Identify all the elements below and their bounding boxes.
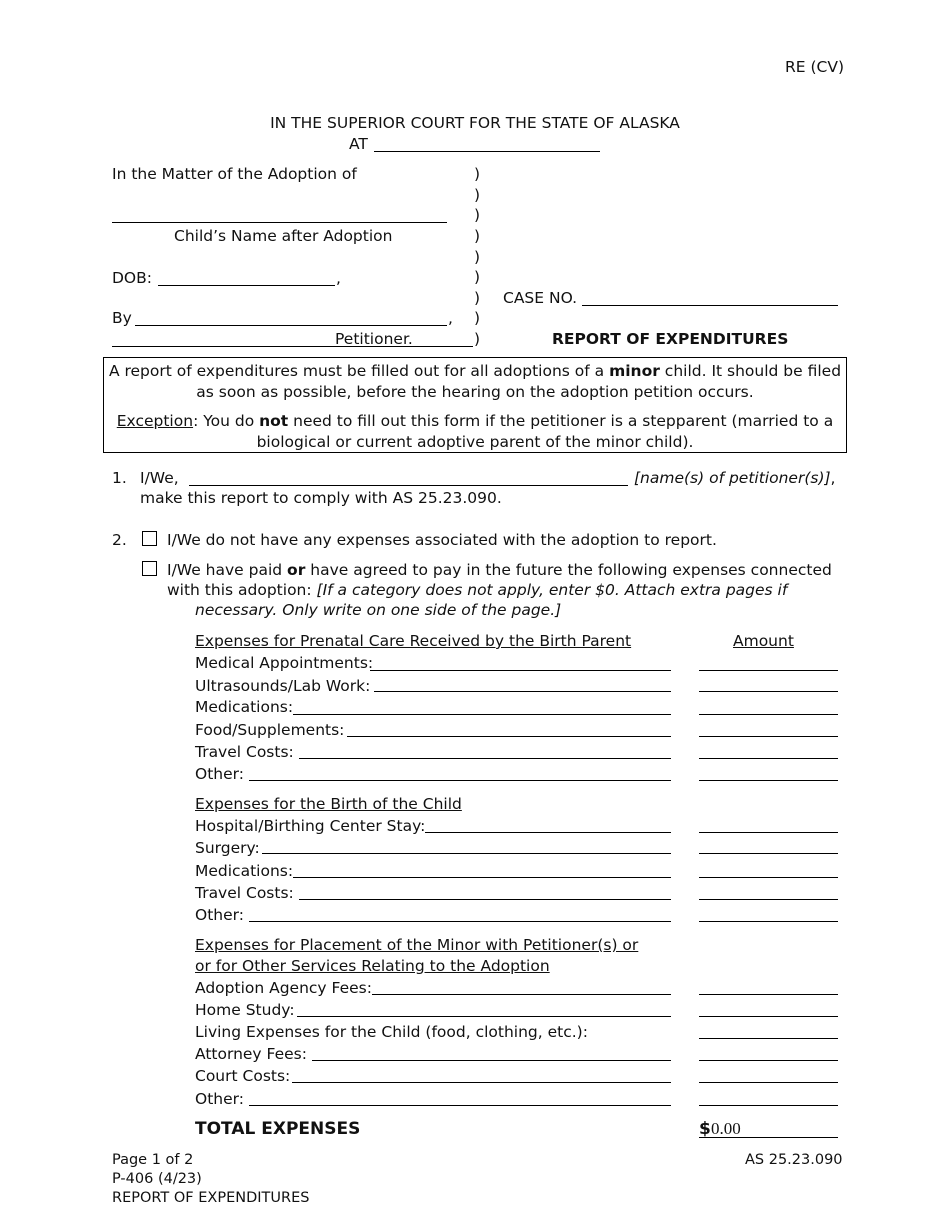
section-heading: Expenses for the Birth of the Child: [195, 795, 462, 813]
expense-amount-field[interactable]: [699, 691, 838, 692]
expense-label: Travel Costs:: [195, 884, 294, 902]
expense-label: Medical Appointments:: [195, 654, 374, 672]
expense-description-field[interactable]: [372, 994, 671, 995]
expense-amount-field[interactable]: [699, 899, 838, 900]
expense-amount-field[interactable]: [699, 758, 838, 759]
expense-amount-field[interactable]: [699, 780, 838, 781]
has-expenses-instructions: necessary. Only write on one side of the page.]: [195, 601, 562, 619]
caption-paren: ): [474, 330, 481, 348]
dob-field[interactable]: [158, 285, 335, 286]
section-heading: Expenses for Prenatal Care Received by the Birth Parent: [195, 632, 632, 650]
caption-paren: ): [474, 206, 481, 224]
expense-label: Home Study:: [195, 1001, 295, 1019]
notice-line-4: biological or current adoptive parent of the minor child).: [256, 433, 694, 451]
total-expenses-label: TOTAL EXPENSES: [195, 1119, 361, 1139]
expense-amount-field[interactable]: [699, 1082, 838, 1083]
no-expenses-label: I/We do not have any expenses associated with the adoption to report.: [167, 531, 717, 549]
has-expenses-checkbox[interactable]: [142, 561, 157, 576]
case-number-label: CASE NO.: [503, 289, 578, 307]
has-expenses-line-2: with this adoption: [If a category does not apply, enter $0. Attach extra pages if: [167, 581, 788, 599]
expense-amount-field[interactable]: [699, 1038, 838, 1039]
expense-amount-field[interactable]: [699, 921, 838, 922]
expense-description-field[interactable]: [293, 877, 671, 878]
total-amount-line: [699, 1137, 838, 1138]
child-name-field[interactable]: [112, 222, 447, 223]
footer-page-number: Page 1 of 2: [112, 1152, 194, 1168]
petitioner-names-hint: [name(s) of petitioner(s)],: [634, 469, 836, 487]
by-label: By: [112, 309, 132, 327]
expense-label: Ultrasounds/Lab Work:: [195, 677, 371, 695]
expense-label: Hospital/Birthing Center Stay:: [195, 817, 426, 835]
dob-comma: ,: [336, 269, 341, 287]
expense-label: Attorney Fees:: [195, 1045, 307, 1063]
section-heading: Expenses for Placement of the Minor with Petitioner(s) or: [195, 936, 639, 954]
notice-line-1: A report of expenditures must be filled out for all adoptions of a minor child. It should be filed: [108, 362, 842, 380]
petitioner-names-field[interactable]: [189, 485, 628, 486]
expense-label: Court Costs:: [195, 1067, 291, 1085]
court-title: IN THE SUPERIOR COURT FOR THE STATE OF ALASKA: [270, 114, 680, 132]
by-comma: ,: [448, 309, 453, 327]
court-location-label: AT: [349, 135, 368, 153]
expense-label: Adoption Agency Fees:: [195, 979, 372, 997]
caption-paren: ): [474, 309, 481, 327]
expense-label: Other:: [195, 1090, 244, 1108]
expense-description-field[interactable]: [425, 832, 671, 833]
expense-amount-field[interactable]: [699, 670, 838, 671]
petitioner-name-field[interactable]: [135, 325, 447, 326]
total-currency-symbol: $: [699, 1119, 711, 1139]
expense-description-field[interactable]: [293, 714, 671, 715]
item-1-number: 1.: [112, 469, 127, 487]
expense-amount-field[interactable]: [699, 1016, 838, 1017]
notice-exception-line: Exception: You do not need to fill out this form if the petitioner is a stepparent (married to a: [116, 412, 834, 430]
expense-label: Other:: [195, 765, 244, 783]
caption-paren: ): [474, 186, 481, 204]
expense-label: Surgery:: [195, 839, 260, 857]
item-2-number: 2.: [112, 531, 127, 549]
expense-amount-field[interactable]: [699, 877, 838, 878]
expense-amount-field[interactable]: [699, 1105, 838, 1106]
expense-amount-field[interactable]: [699, 853, 838, 854]
caption-paren: ): [474, 227, 481, 245]
document-title: REPORT OF EXPENDITURES: [552, 330, 789, 348]
expense-label: Other:: [195, 906, 244, 924]
caption-paren: ): [474, 289, 481, 307]
expense-description-field[interactable]: [312, 1060, 671, 1061]
amount-column-header: Amount: [733, 632, 794, 650]
expense-amount-field[interactable]: [699, 736, 838, 737]
expense-description-field[interactable]: [370, 670, 671, 671]
expense-description-field[interactable]: [299, 758, 671, 759]
expense-description-field[interactable]: [249, 1105, 671, 1106]
notice-line-2: as soon as possible, before the hearing on the adoption petition occurs.: [196, 383, 754, 401]
child-name-label: Child’s Name after Adoption: [174, 227, 393, 245]
expense-label: Travel Costs:: [195, 743, 294, 761]
expense-label: Living Expenses for the Child (food, clothing, etc.):: [195, 1023, 588, 1041]
court-location-field[interactable]: [374, 151, 600, 152]
footer-statute: AS 25.23.090: [745, 1152, 843, 1168]
expense-description-field[interactable]: [297, 1016, 671, 1017]
expense-description-field[interactable]: [299, 899, 671, 900]
footer-form-title: REPORT OF EXPENDITURES: [112, 1190, 310, 1206]
dob-label: DOB:: [112, 269, 152, 287]
expense-label: Food/Supplements:: [195, 721, 345, 739]
expense-description-field[interactable]: [374, 691, 671, 692]
expense-amount-field[interactable]: [699, 832, 838, 833]
expense-amount-field[interactable]: [699, 994, 838, 995]
has-expenses-label: I/We have paid or have agreed to pay in the future the following expenses connected: [167, 561, 832, 579]
matter-label: In the Matter of the Adoption of: [112, 165, 357, 183]
footer-form-number: P-406 (4/23): [112, 1171, 202, 1187]
expense-amount-field[interactable]: [699, 1060, 838, 1061]
expense-description-field[interactable]: [249, 921, 671, 922]
expense-description-field[interactable]: [249, 780, 671, 781]
caption-paren: ): [474, 248, 481, 266]
expense-amount-field[interactable]: [699, 714, 838, 715]
caption-paren: ): [474, 165, 481, 183]
expense-description-field[interactable]: [347, 736, 671, 737]
item-1-line-2: make this report to comply with AS 25.23.090.: [140, 489, 502, 507]
item-1-label: I/We,: [140, 469, 179, 487]
petitioner-name-field-2[interactable]: [112, 346, 473, 347]
expense-label: Medications:: [195, 862, 294, 880]
no-expenses-checkbox[interactable]: [142, 531, 157, 546]
petitioner-label: Petitioner.: [335, 330, 413, 348]
caption-paren: ): [474, 268, 481, 286]
expense-description-field[interactable]: [292, 1082, 671, 1083]
total-expenses-value[interactable]: 0.00: [711, 1119, 741, 1138]
section-heading: or for Other Services Relating to the Adoption: [195, 957, 550, 975]
expense-description-field[interactable]: [262, 853, 671, 854]
form-code: RE (CV): [785, 58, 845, 76]
expense-label: Medications:: [195, 698, 294, 716]
case-number-field[interactable]: [582, 305, 838, 306]
